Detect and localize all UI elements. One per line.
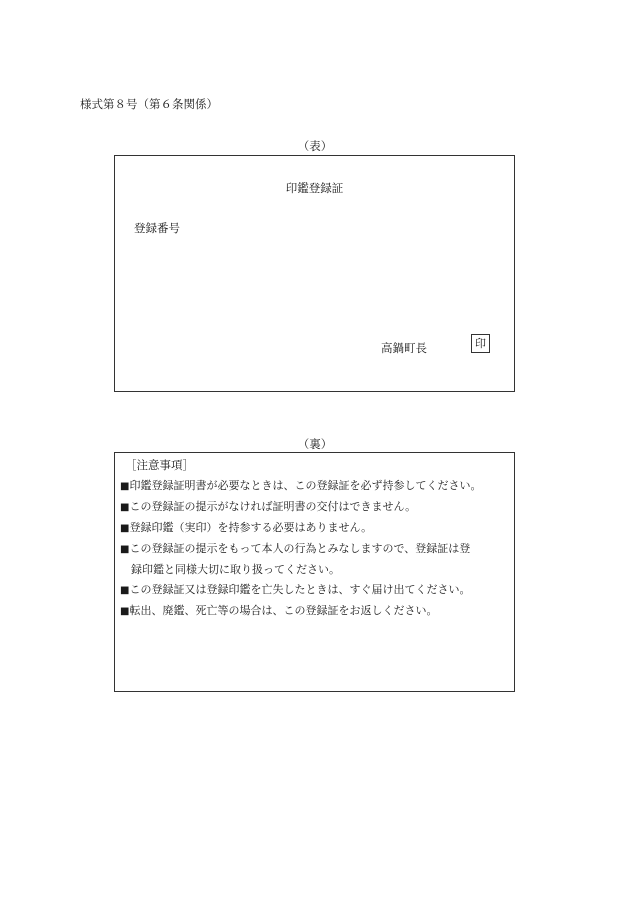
notice-list: [120, 476, 481, 622]
notice-text: 登録印鑑（実印）を持参する必要はありません。: [129, 521, 373, 534]
notice-item: [120, 539, 481, 560]
card-title: 印鑑登録証: [285, 181, 344, 195]
front-side-label: （表）: [297, 139, 333, 153]
notice-item: [120, 601, 481, 622]
back-card: [114, 452, 515, 692]
seal-stamp-box: 印: [471, 334, 490, 353]
form-number: 様式第８号（第６条関係）: [80, 97, 218, 111]
bullet-square-icon: ■: [120, 544, 130, 555]
notice-text: この登録証の提示がなければ証明書の交付はできません。: [129, 500, 417, 513]
notice-item: [120, 497, 481, 518]
bullet-square-icon: ■: [120, 585, 130, 596]
issuer-name: 高鍋町長: [381, 341, 427, 355]
notice-text: 転出、廃鑑、死亡等の場合は、この登録証をお返しください。: [129, 604, 438, 617]
registration-number-label: 登録番号: [134, 221, 180, 235]
notice-item-continuation: [120, 560, 481, 580]
notice-item: [120, 518, 481, 539]
bullet-square-icon: ■: [120, 523, 130, 534]
front-card: [114, 155, 515, 392]
bullet-square-icon: ■: [120, 481, 130, 492]
notice-item: [120, 476, 481, 497]
notice-item: [120, 580, 481, 601]
bullet-square-icon: ■: [120, 502, 130, 513]
bullet-square-icon: ■: [120, 606, 130, 617]
notice-text: 印鑑登録証明書が必要なときは、この登録証を必ず持参してください。: [129, 479, 482, 492]
notice-text: この登録証又は登録印鑑を亡失したときは、すぐ届け出てください。: [129, 583, 471, 596]
back-side-label: （裏）: [297, 437, 333, 451]
notice-text: 録印鑑と同様大切に取り扱ってください。: [131, 563, 340, 576]
notice-text: この登録証の提示をもって本人の行為とみなしますので、登録証は登: [129, 542, 471, 555]
notice-heading: ［注意事項］: [125, 458, 194, 472]
